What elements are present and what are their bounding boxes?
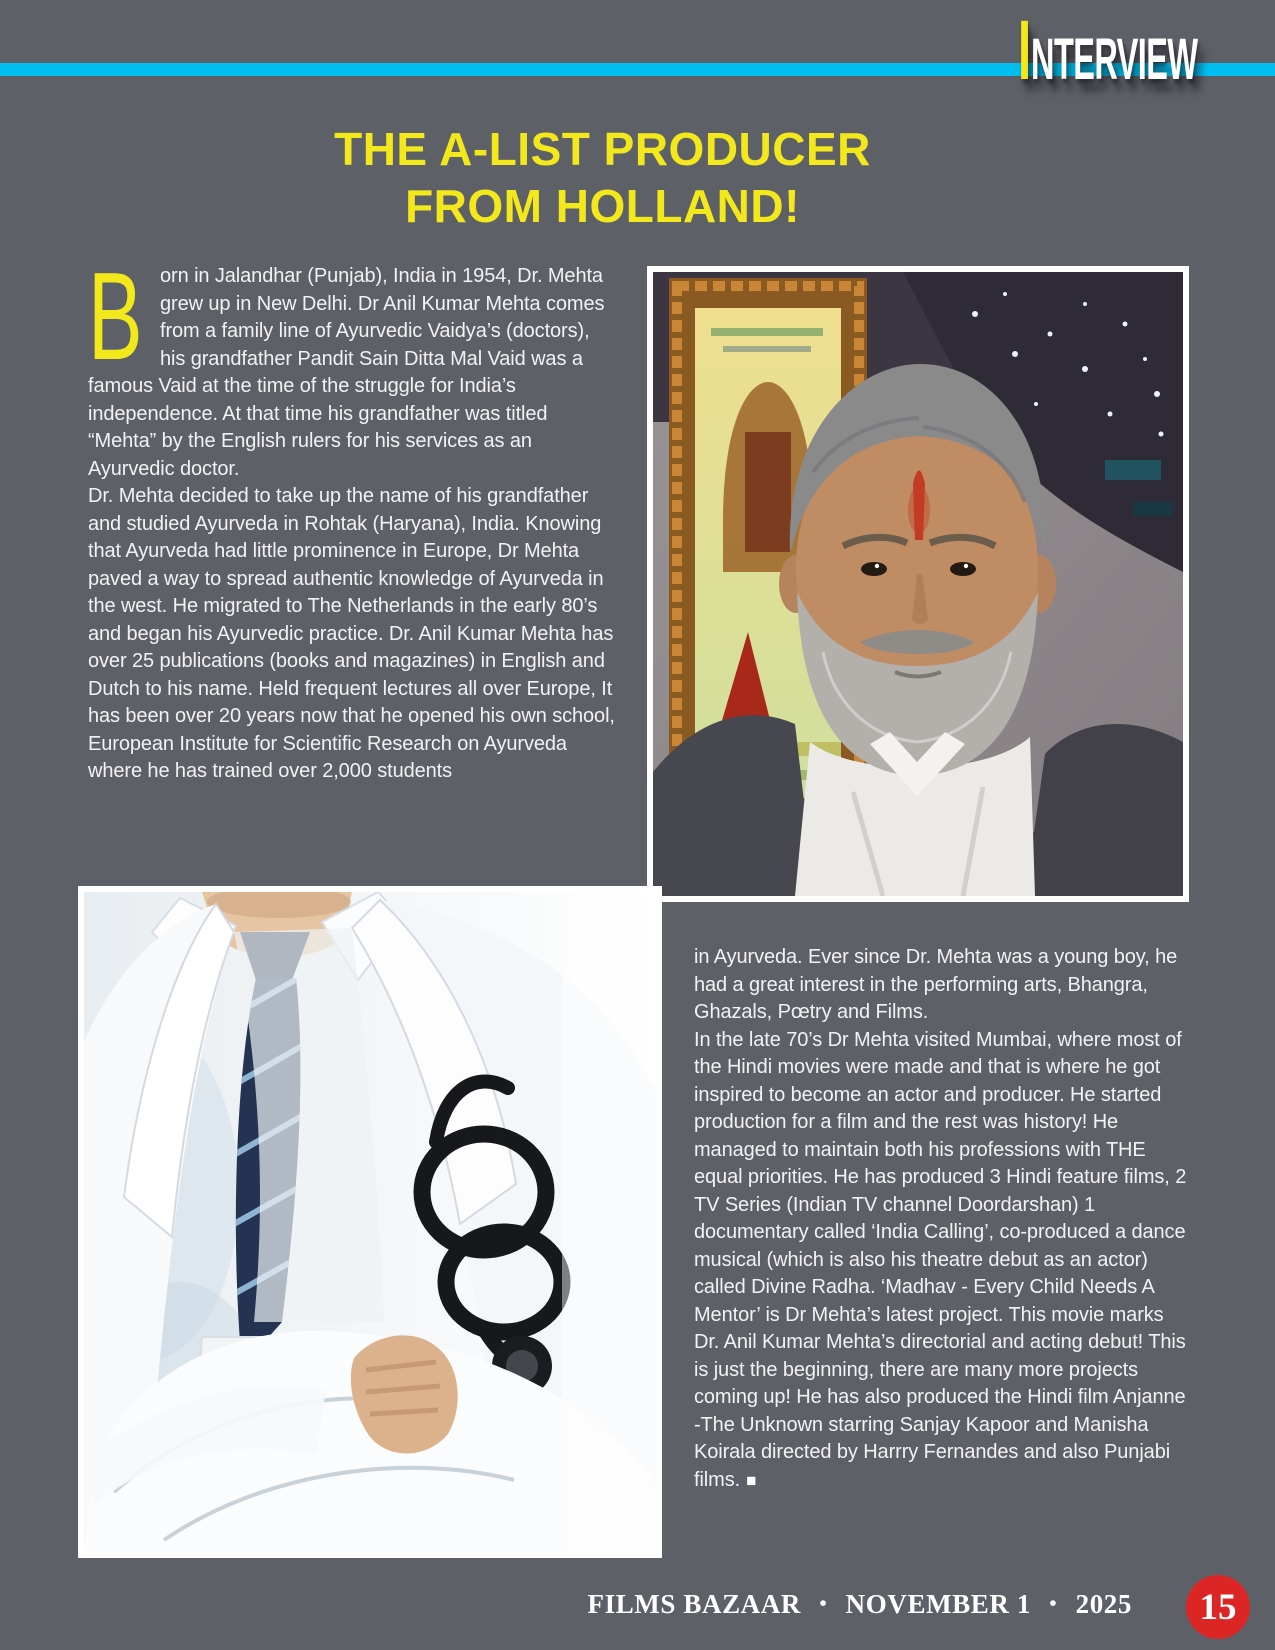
footer-bullet-icon: • <box>819 1591 828 1615</box>
photo-dr-mehta-portrait <box>647 266 1189 902</box>
photo-doctor-stethoscope <box>78 886 662 1558</box>
dr-mehta-portrait-illustration <box>653 272 1183 896</box>
drop-cap-letter: B <box>88 248 143 386</box>
paragraph-intro-text: orn in Jalandhar (Punjab), India in 1954, Dr. Mehta grew up in New Delhi. Dr Anil Kumar Mehta comes from a family line of Ayurvedic Vaidya’s (doctors), his grandfather Pandit Sain Ditta Mal Vaid was a famous Vaid at the time of the struggle for India’s independence. At that time his grandfather was titled “Mehta” by the English rulers for his services as an Ayurvedic doctor. <box>88 265 605 480</box>
section-tag-rest: NTERVIEW <box>1030 27 1197 92</box>
paragraph-film-career-text: In the late 70’s Dr Mehta visited Mumbai, where most of the Hindi movies were made and that is where he got inspired to become an actor and producer. He started production for a film and the rest was history! He managed to maintain both his professions with THE equal priorities. He has produced 3 Hindi feature films, 2 TV Series (Indian TV channel Doordarshan) 1 documentary called ‘India Calling’, co-produced a dance musical (which is also his theatre debut as an actor) called Divine Radha. ‘Madhav - Every Child Needs A Mentor’ is Dr Mehta’s latest project. This movie marks Dr. Anil Kumar Mehta’s directorial and acting debut! This is just the beginning, there are many more projects coming up! He has also produced the Hindi film Anjanne -The Unknown starring Sanjay Kapoor and Manisha Koirala directed by Harrry Fernandes and also Punjabi films. <box>694 1028 1187 1491</box>
section-tag-first-letter: I <box>1017 3 1031 97</box>
article-title-line1: THE A-LIST PRODUCER <box>334 123 871 175</box>
article-title-line2: FROM HOLLAND! <box>405 180 800 232</box>
page-number: 15 <box>1199 1586 1237 1628</box>
paragraph-intro <box>88 248 615 483</box>
drop-cap <box>88 248 154 386</box>
footer-bullet-icon: • <box>1049 1591 1058 1615</box>
footer-issue-date: NOVEMBER 1 <box>845 1589 1031 1619</box>
footer <box>588 1589 1133 1620</box>
article-column-right <box>694 944 1191 1494</box>
section-tag-interview <box>1017 3 1197 97</box>
page-number-badge <box>1186 1575 1250 1639</box>
footer-magazine-name: FILMS BAZAAR <box>587 1589 801 1619</box>
article-column-left <box>88 248 615 786</box>
paragraph-career: Dr. Mehta decided to take up the name of his grandfather and studied Ayurveda in Rohtak (Haryana), India. Knowing that Ayurveda had little prominence in Europe, Dr Mehta paved a way to spread authentic knowledge of Ayurveda in the west. He migrated to The Netherlands in the early 80’s and began his Ayurvedic practice. Dr. Anil Kumar Mehta has over 25 publications (books and magazines) in English and Dutch to his name. Held frequent lectures all over Europe, It has been over 20 years now that he opened his own school, European Institute for Scientific Research on Ayurveda where he has trained over 2,000 students <box>88 485 615 782</box>
footer-year: 2025 <box>1075 1589 1132 1619</box>
article-title <box>0 121 1205 235</box>
doctor-stethoscope-illustration <box>84 892 656 1552</box>
paragraph-interests: in Ayurveda. Ever since Dr. Mehta was a young boy, he had a great interest in the performing arts, Bhangra, Ghazals, Pœtry and Films. <box>694 946 1178 1023</box>
end-mark-square: ■ <box>746 1470 757 1490</box>
paragraph-film-career <box>694 1027 1191 1495</box>
